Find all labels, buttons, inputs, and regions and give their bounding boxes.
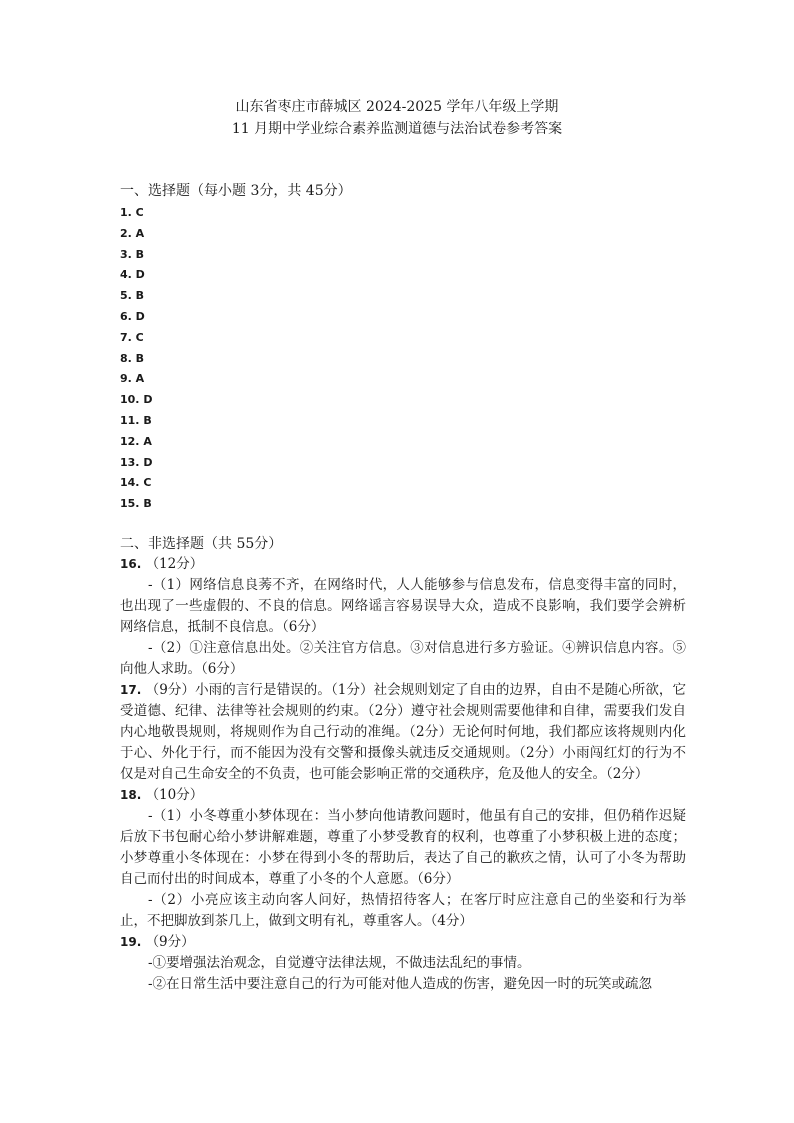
essay-answers: [120, 554, 686, 995]
answer-item: 14. C: [120, 476, 152, 490]
multiple-choice-answer-list: [120, 203, 152, 515]
answer-item: 4. D: [120, 268, 145, 282]
question-number: 16.: [120, 557, 142, 571]
question-number: 18.: [120, 788, 142, 802]
answer-item: 7. C: [120, 330, 144, 344]
answer-item: 13. D: [120, 455, 153, 469]
section-2-heading: 二、非选择题（共 55分）: [120, 536, 283, 552]
answer-item: 5. B: [120, 289, 145, 303]
question-18-answer-1: -（1）小冬尊重小梦体现在：当小梦向他请教问题时，他虽有自己的安排，但仍稍作迟疑后放下书包耐心给小梦讲解难题，尊重了小梦受教育的权利，也尊重了小梦积极上进的态度；小梦尊重小冬体现在：小梦在得到小冬的帮助后，表达了自己的歉疚之情，认可了小冬为帮助自己而付出的时间成本，尊重了小冬的个人意愿。（6分）: [120, 808, 686, 887]
answer-item: 11. B: [120, 413, 152, 427]
question-score: （12分）: [145, 556, 204, 572]
answer-item: 2. A: [120, 226, 145, 240]
answer-item: 3. B: [120, 247, 145, 261]
answer-item: 8. B: [120, 351, 145, 365]
answer-item: 6. D: [120, 309, 145, 323]
answer-item: 10. D: [120, 393, 153, 407]
section-1-heading: 一、选择题（每小题 3分，共 45分）: [120, 183, 352, 199]
question-16-answer-1: -（1）网络信息良莠不齐，在网络时代，人人能够参与信息发布，信息变得丰富的同时，也出现了一些虚假的、不良的信息。网络谣言容易误导大众，造成不良影响，我们要学会辨析网络信息，抵制不良信息。（6分）: [120, 577, 686, 635]
answer-item: 1. C: [120, 206, 144, 219]
question-18-answer-2: -（2）小亮应该主动向客人问好，热情招待客人；在客厅时应注意自己的坐姿和行为举止，不把脚放到茶几上，做到文明有礼，尊重客人。（4分）: [120, 892, 686, 929]
question-number: 19.: [120, 935, 142, 949]
document-title-line-1: 山东省枣庄市薛城区 2024-2025 学年八年级上学期: [235, 99, 559, 115]
question-17-answer: [120, 680, 686, 785]
question-17-text: （9分）小雨的言行是错误的。（1分）社会规则划定了自由的边界，自由不是随心所欲，它受道德、纪律、法律等社会规则的约束。（2分）遵守社会规则需要他律和自律，需要我们发自内心地敬畏规则，将规则作为自己行动的准绳。（2分）无论何时何地，我们都应该将规则内化于心、外化于行，而不能因为没有交警和摄像头就违反交通规则。（2分）小雨闯红灯的行为不仅是对自己生命安全的不负责，也可能会影响正常的交通秩序，危及他人的安全。（2分）: [120, 682, 686, 782]
question-16-heading: [120, 554, 686, 575]
document-title-line-2: 11 月期中学业综合素养监测道德与法治试卷参考答案: [231, 121, 563, 137]
question-19-heading: [120, 932, 686, 953]
answer-item: 12. A: [120, 434, 152, 448]
question-18-heading: [120, 785, 686, 806]
question-number: 17.: [120, 683, 142, 697]
answer-item: 9. A: [120, 372, 145, 386]
question-19-answer-2: -②在日常生活中要注意自己的行为可能对他人造成的伤害，避免因一时的玩笑或疏忽: [148, 976, 653, 992]
question-score: （10分）: [145, 787, 204, 803]
question-score: （9分）: [145, 934, 195, 950]
question-19-answer-1: -①要增强法治观念，自觉遵守法律法规，不做违法乱纪的事情。: [148, 955, 531, 971]
answer-item: 15. B: [120, 497, 152, 511]
question-16-answer-2: -（2）①注意信息出处。②关注官方信息。③对信息进行多方验证。④辨识信息内容。⑤向他人求助。（6分）: [120, 640, 686, 677]
